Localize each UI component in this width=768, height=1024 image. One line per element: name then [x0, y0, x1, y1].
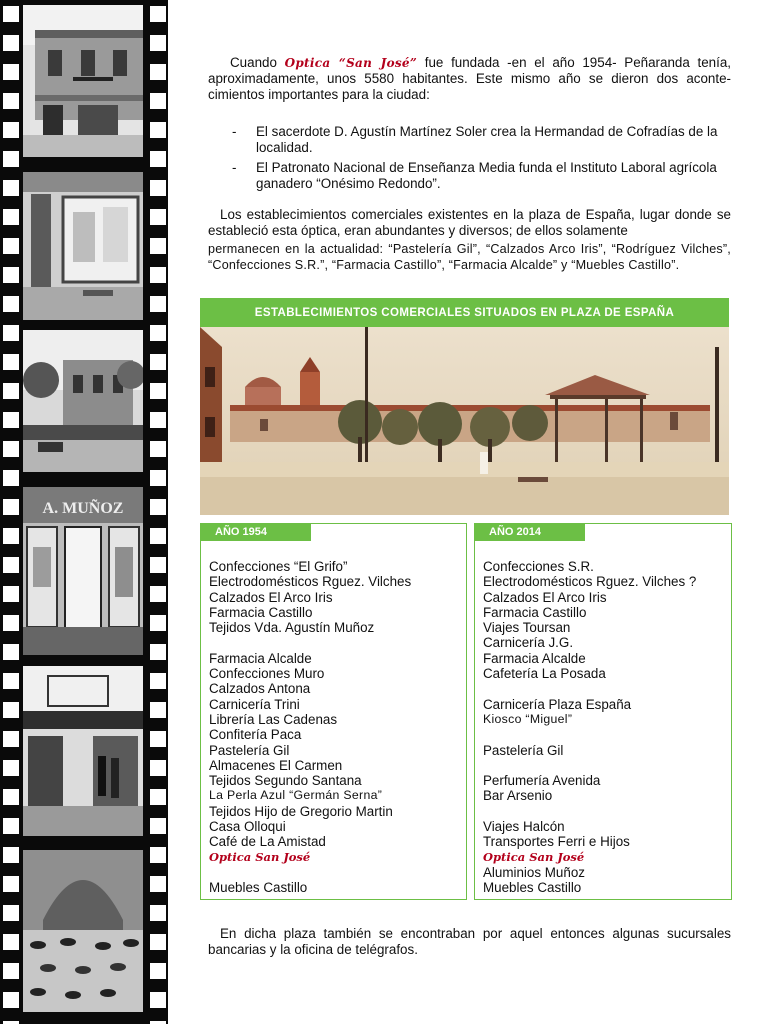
- commerce-text-b: permanecen en la actualidad: “Pastelería Gil”, “Calzados Arco Iris”, “Rodríguez Vilches”, “Confecciones S.R.”, “Farmacia Castillo”, “Farmacia Alcalde” y “Muebles Castillo”.: [208, 242, 731, 272]
- shop-item: Pastelería Gil: [483, 742, 564, 758]
- shop-item: Aluminios Muñoz: [483, 864, 585, 880]
- film-photo-munoz-shop: [23, 487, 143, 655]
- shop-item-optica: Optica San José: [209, 849, 311, 864]
- intro-before: Cuando: [230, 55, 285, 70]
- shop-item: Farmacia Alcalde: [483, 650, 586, 666]
- shop-item: Calzados Antona: [209, 681, 311, 697]
- event-item: [228, 160, 731, 192]
- plaza-espana-photo: [200, 327, 729, 515]
- list-spacer: [209, 635, 411, 650]
- commerce-text-a: Los establecimientos comerciales existentes en la plaza de España, lugar donde se estableció esta óptica, eran abundantes y diversos; de ellos solamente: [208, 207, 731, 238]
- year-1954-header: AÑO 1954: [201, 524, 311, 541]
- intro-after: fue fundada -en el año 1954- Peñaranda tenía, aproximadamente, unos 5580 habitantes. Este mismo año se dieron dos aconte-cimientos importantes para la ciudad:: [208, 55, 731, 102]
- shop-item: Viajes Halcón: [483, 819, 565, 835]
- event-text: El Patronato Nacional de Enseñanza Media funda el Instituto Laboral agrícola ganadero “Onésimo Redondo”.: [256, 160, 717, 191]
- event-list: [228, 124, 731, 196]
- film-perforations-right: [150, 0, 166, 1024]
- shop-item: Perfumería Avenida: [483, 773, 601, 789]
- shop-item: Carnicería J.G.: [483, 635, 574, 651]
- film-photo-street-corner: [23, 330, 143, 472]
- shop-item: Cafetería La Posada: [483, 666, 606, 682]
- shop-item: Confitería Paca: [209, 727, 302, 743]
- section-banner: ESTABLECIMIENTOS COMERCIALES SITUADOS EN PLAZA DE ESPAÑA: [200, 298, 729, 327]
- shop-item: Carnicería Trini: [209, 696, 300, 712]
- bullet-dash: -: [232, 160, 237, 175]
- shop-item: Bar Arsenio: [483, 788, 553, 804]
- film-photo-shop-window: [23, 172, 143, 320]
- film-photo-street-building: [23, 5, 143, 157]
- year-1954-box: [200, 523, 467, 900]
- commerce-paragraph-cont: [208, 241, 731, 273]
- shop-item: Electrodomésticos Rguez. Vilches ?: [483, 574, 697, 590]
- shop-sign-text: A. MUÑOZ: [42, 500, 124, 517]
- shop-item: Librería Las Cadenas: [209, 711, 338, 727]
- shop-item: Muebles Castillo: [209, 880, 308, 896]
- shop-item-optica: Optica San José: [483, 849, 585, 864]
- shop-item: Transportes Ferri e Hijos: [483, 834, 630, 850]
- shop-item: Electrodomésticos Rguez. Vilches: [209, 574, 412, 590]
- event-text: El sacerdote D. Agustín Martínez Soler crea la Hermandad de Cofradías de la localidad.: [256, 124, 718, 155]
- list-spacer: [483, 681, 696, 696]
- list-spacer: [209, 865, 411, 880]
- intro-paragraph: [208, 55, 731, 103]
- shop-item: Confecciones S.R.: [483, 559, 594, 574]
- shop-item: Casa Olloqui: [209, 819, 286, 835]
- commerce-paragraph: [208, 207, 731, 239]
- film-strip: [0, 0, 168, 1024]
- film-photo-storefront-people: [23, 666, 143, 836]
- bullet-dash: -: [232, 124, 237, 139]
- shop-item: La Perla Azul “Germán Serna”: [209, 788, 383, 803]
- shop-item: Café de La Amistad: [209, 834, 326, 850]
- shop-item: Confecciones Muro: [209, 666, 325, 682]
- shop-item: Farmacia Castillo: [209, 604, 313, 620]
- shop-item: Tejidos Hijo de Gregorio Martin: [209, 803, 393, 819]
- shop-item: Farmacia Castillo: [483, 604, 587, 620]
- shop-item: Viajes Toursan: [483, 620, 571, 636]
- shop-item: Almacenes El Carmen: [209, 757, 343, 773]
- year-2014-box: [474, 523, 732, 900]
- year-2014-list: [483, 559, 696, 896]
- shop-item: Tejidos Segundo Santana: [209, 773, 362, 789]
- shop-item: Carnicería Plaza España: [483, 696, 632, 712]
- shop-item: Farmacia Alcalde: [209, 650, 312, 666]
- shop-item: Calzados El Arco Iris: [209, 589, 333, 605]
- shop-item: Calzados El Arco Iris: [483, 589, 607, 605]
- shop-item: Pastelería Gil: [209, 742, 290, 758]
- year-1954-list: [209, 559, 411, 896]
- shop-item: Confecciones “El Grifo”: [209, 559, 348, 574]
- film-perforations-left: [3, 0, 19, 1024]
- brand-name-optica: Optica “San José”: [284, 56, 418, 70]
- closing-paragraph: En dicha plaza también se encontraban por aquel entonces algunas sucursales bancarias y la oficina de telégrafos.: [208, 926, 731, 957]
- event-item: [228, 124, 731, 156]
- shop-item: Muebles Castillo: [483, 880, 582, 896]
- list-spacer: [483, 758, 696, 773]
- list-spacer: [483, 804, 696, 819]
- shop-item: Kiosco “Miguel”: [483, 711, 573, 726]
- list-spacer: [483, 727, 696, 742]
- shop-item: Tejidos Vda. Agustín Muñoz: [209, 620, 375, 636]
- year-2014-header: AÑO 2014: [475, 524, 585, 541]
- film-photo-shoe-display: [23, 850, 143, 1012]
